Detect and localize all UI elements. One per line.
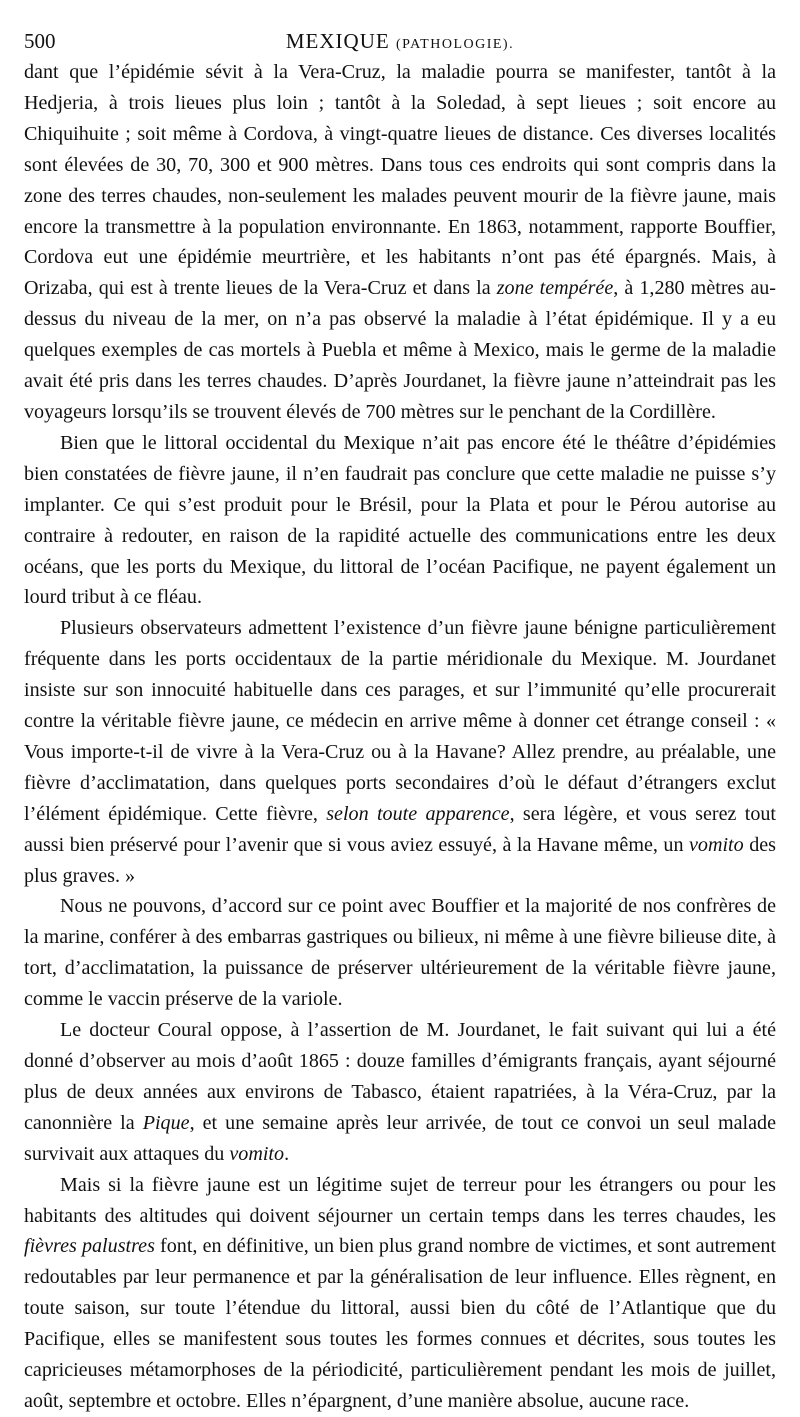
text-run: , sera légère, et vous serez tout aussi bien préservé pour l’avenir que si vous aviez essuyé, à la Havane même, un	[24, 802, 776, 856]
text-run: .	[284, 1142, 290, 1165]
paragraph	[24, 1170, 776, 1417]
text-run: Plusieurs observateurs admettent l’existence d’un fièvre jaune bénigne particulièrement fréquente dans les ports occidentaux de la partie méridionale du Mexique. M. Jourdanet insiste sur son innocuité habituelle dans ces parages, et sur l’immunité qu’elle procurerait contre la véritable fièvre jaune, ce médecin en arrive même à donner cet étrange conseil : « Vous importe-t-il de vivre à la Vera-Cruz ou à la Havane? Allez prendre, au préalable, une fièvre d’acclimatation, dans quelques ports secondaires d’où le défaut d’étrangers exclut l’élément épidémique. Cette fièvre,	[24, 617, 776, 825]
text-run: Mais si la fièvre jaune est un légitime sujet de terreur pour les étrangers ou pour les habitants des altitudes qui doivent séjourner un certain temps dans les terres chaudes, les	[24, 1173, 776, 1227]
page-header	[24, 28, 776, 54]
paragraph	[24, 1015, 776, 1170]
running-head	[24, 28, 776, 58]
italic-run: vomito	[689, 833, 744, 856]
italic-run: zone tempérée	[496, 277, 614, 300]
document-page	[24, 28, 776, 1417]
running-head-title: MEXIQUE	[285, 29, 390, 53]
italic-run: Pique	[142, 1111, 190, 1134]
text-run: dant que l’épidémie sévit à la Vera-Cruz, la maladie pourra se manifester, tantôt à la Hedjeria, à trois lieues plus loin ; tantôt à la Soledad, à sept lieues ; soit encore au Chiquihuite ; soit même à Cordova, à vingt-quatre lieues de distance. Ces diverses localités sont élevées de 30, 70, 300 et 900 mètres. Dans tous ces endroits qui sont compris dans la zone des terres chaudes, non-seulement les malades peuvent mourir de la fièvre jaune, mais encore la transmettre à la population environnante. En 1863, notamment, rapporte Bouffier, Cordova eut une épidémie meurtrière, et les habitants n’ont pas été épargnés. Mais, à Orizaba, qui est à trente lieues de la Vera-Cruz et dans la	[24, 61, 776, 300]
italic-run: vomito	[229, 1142, 285, 1165]
paragraph	[24, 57, 776, 428]
text-run: , et une semaine après leur arrivée, de tout ce convoi un seul malade survivait aux attaques du	[24, 1111, 776, 1165]
italic-run: selon toute apparence	[326, 802, 510, 825]
page-number: 500	[24, 29, 56, 53]
body-text	[24, 57, 776, 1417]
text-run: Le docteur Coural oppose, à l’assertion de M. Jourdanet, le fait suivant qui lui a été donné d’observer au mois d’août 1865 : douze familles d’émigrants français, ayant séjourné plus de deux années aux environs de Tabasco, étaient rapatriées, à la Véra-Cruz, par la canonnière la	[24, 1019, 776, 1134]
italic-run: fièvres palustres	[24, 1235, 155, 1258]
text-run: Bien que le littoral occidental du Mexique n’ait pas encore été le théâtre d’épidémies bien constatées de fièvre jaune, il n’en faudrait pas conclure que cette maladie ne puisse s’y implanter. Ce qui s’est produit pour le Brésil, pour la Plata et pour le Pérou autorise au contraire à redouter, en raison de la rapidité actuelle des communications entre les deux océans, que les ports du Mexique, du littoral de l’océan Pacifique, ne payent également un lourd tribut à ce fléau.	[24, 431, 776, 609]
text-run: font, en définitive, un bien plus grand nombre de victimes, et sont autrement redoutables par leur permanence et par la généralisation de leur influence. Elles règnent, en toute saison, sur toute l’étendue du littoral, aussi bien du côté de l’Atlantique que du Pacifique, elles se manifestent sous toutes les formes connues et décrites, sous toutes les capricieuses métamorphoses de la périodicité, particulièrement pendant les mois de juillet, août, septembre et octobre. Elles n’épargnent, d’une manière absolue, aucune race.	[24, 1235, 776, 1412]
paragraph	[24, 891, 776, 1015]
paragraph	[24, 428, 776, 613]
text-run: , à 1,280 mètres au-dessus du niveau de la mer, on n’a pas observé la maladie à l’état épidémique. Il y a eu quelques exemples de cas mortels à Puebla et même à Mexico, mais le germe de la maladie avait été pris dans les terres chaudes. D’après Jourdanet, la fièvre jaune n’atteindrait pas les voyageurs lorsqu’ils se trouvent élevés de 700 mètres sur le penchant de la Cordillère.	[24, 277, 776, 423]
running-head-subtitle: (PATHOLOGIE).	[395, 37, 515, 52]
paragraph	[24, 613, 776, 891]
text-run: des plus graves. »	[24, 833, 776, 887]
text-run: Nous ne pouvons, d’accord sur ce point avec Bouffier et la majorité de nos confrères de la marine, conférer à des embarras gastriques ou bilieux, ni même à une fièvre bilieuse dite, à tort, d’acclimatation, la puissance de préserver ultérieurement de la véritable fièvre jaune, comme le vaccin préserve de la variole.	[24, 895, 776, 1011]
